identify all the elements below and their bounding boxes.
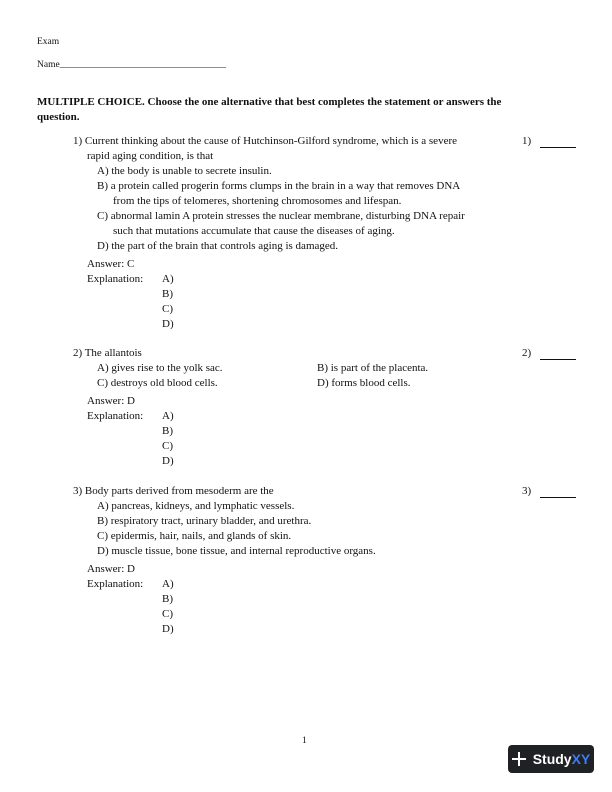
question-1-explanation-d: D) [162,318,174,330]
studyxy-badge[interactable] [508,745,594,773]
question-1-stem-line2: rapid aging condition, is that [87,150,214,162]
question-2-explanation-b: B) [162,425,173,437]
section-title-line1: MULTIPLE CHOICE. Choose the one alternative that best completes the statement or answers the [37,96,502,108]
question-3-explanation-a: A) [162,578,174,590]
question-1-option-b-line2: from the tips of telomeres, shortening chromosomes and lifespan. [113,195,402,207]
question-3-explanation-b: B) [162,593,173,605]
question-2-explanation-label: Explanation: [87,410,144,422]
question-1-option-d: D) the part of the brain that controls aging is damaged. [97,240,339,252]
question-1-explanation-b: B) [162,288,173,300]
question-3-answer-blank [540,497,576,498]
question-3-option-a: A) pancreas, kidneys, and lymphatic vessels. [97,500,295,512]
question-1-explanation-a: A) [162,273,174,285]
name-field [37,58,226,73]
section-title-line2: question. [37,111,80,123]
question-2-answer-blank [540,359,576,360]
question-2-explanation-a: A) [162,410,174,422]
question-1-explanation-label: Explanation: [87,273,144,285]
question-2-explanation-d: D) [162,455,174,467]
plus-icon [512,752,526,766]
question-2-explanation-c: C) [162,440,173,452]
question-2-option-b: B) is part of the placenta. [317,362,429,374]
question-3-option-c: C) epidermis, hair, nails, and glands of skin. [97,530,292,542]
question-3-answer: Answer: D [87,563,135,575]
question-3-explanation-c: C) [162,608,173,620]
question-2-margin-number: 2) [522,347,532,359]
question-3-explanation-label: Explanation: [87,578,144,590]
question-1-stem-line1: 1) Current thinking about the cause of Hutchinson-Gilford syndrome, which is a severe [73,135,457,147]
question-1-answer-blank [540,147,576,148]
page-number: 1 [302,736,307,746]
question-3-explanation-d: D) [162,623,174,635]
brand-text [533,752,591,767]
question-2-option-c: C) destroys old blood cells. [97,377,218,389]
question-2-option-d: D) forms blood cells. [317,377,411,389]
name-blank: ___________________________________ [59,60,226,70]
question-1-margin-number: 1) [522,135,532,147]
question-3-option-d: D) muscle tissue, bone tissue, and internal reproductive organs. [97,545,376,557]
name-label: Name [37,60,60,70]
question-2-option-a: A) gives rise to the yolk sac. [97,362,223,374]
question-1-answer: Answer: C [87,258,135,270]
question-2-stem: 2) The allantois [73,347,142,359]
brand-main: Study [532,750,572,767]
brand-accent: XY [571,750,591,767]
question-1-explanation-c: C) [162,303,173,315]
question-1-option-b-line1: B) a protein called progerin forms clumps in the brain in a way that removes DNA [97,180,461,192]
question-2-answer: Answer: D [87,395,135,407]
question-1-option-c-line2: such that mutations accumulate that cause the diseases of aging. [113,225,395,237]
question-3-option-b: B) respiratory tract, urinary bladder, and urethra. [97,515,312,527]
question-3-stem: 3) Body parts derived from mesoderm are the [73,485,274,497]
question-1-option-a: A) the body is unable to secrete insulin. [97,165,272,177]
question-3-margin-number: 3) [522,485,532,497]
exam-label: Exam [37,37,60,47]
question-1-option-c-line1: C) abnormal lamin A protein stresses the nuclear membrane, disturbing DNA repair [97,210,465,222]
